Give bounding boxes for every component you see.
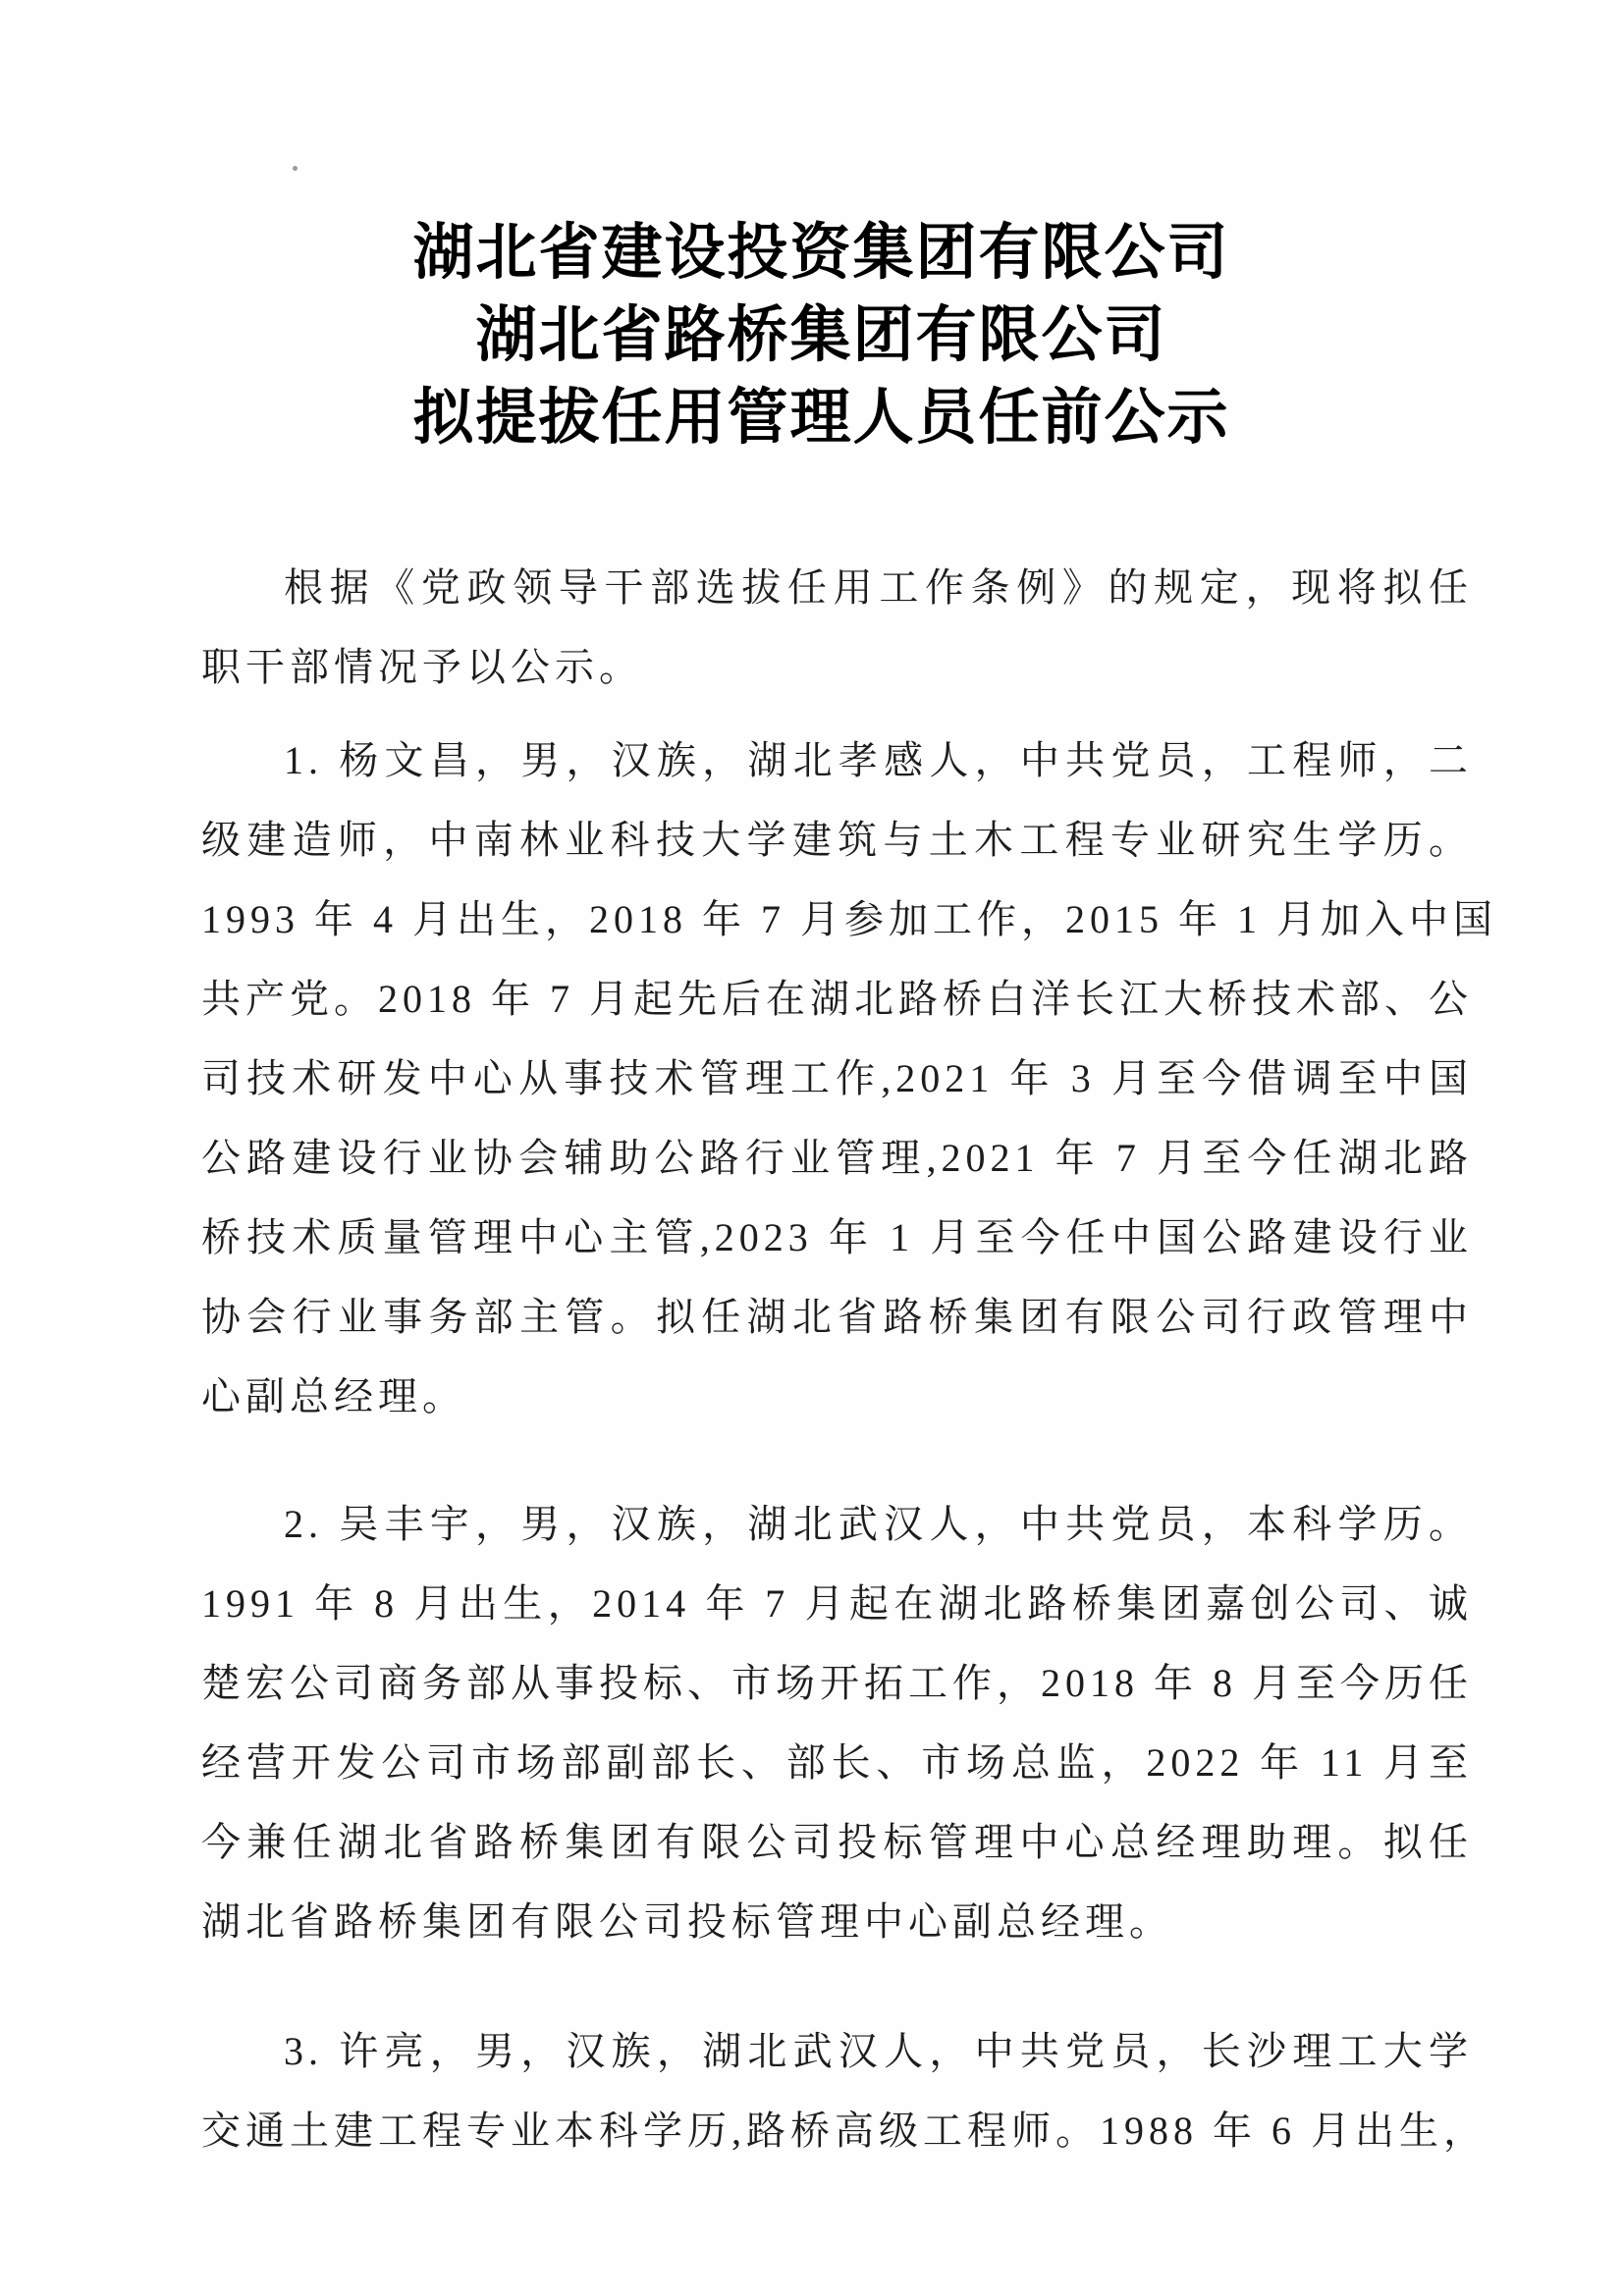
- paragraph-line: 3. 许亮，男，汉族，湖北武汉人，中共党员，长沙理工大学: [284, 2029, 1473, 2073]
- paragraph-line: 交通土建工程专业本科学历,路桥高级工程师。1988 年 6 月出生，: [201, 2109, 1488, 2153]
- paragraph-1: [201, 721, 1497, 1436]
- paragraph-line: 桥技术质量管理中心主管,2023 年 1 月至今任中国公路建设行业: [201, 1215, 1473, 1259]
- paragraph-line: 共产党。2018 年 7 月起先后在湖北路桥白洋长江大桥技术部、公: [201, 977, 1473, 1021]
- paragraph-line: 公路建设行业协会辅助公路行业管理,2021 年 7 月至今任湖北路: [201, 1136, 1473, 1180]
- intro-line: 根据《党政领导干部选拔任用工作条例》的规定，现将拟任: [284, 565, 1473, 610]
- paragraph-line: 级建造师，中南林业科技大学建筑与土木工程专业研究生学历。: [201, 818, 1473, 862]
- scan-speck: [293, 166, 298, 171]
- paragraph-line: 协会行业事务部主管。拟任湖北省路桥集团有限公司行政管理中: [201, 1295, 1473, 1339]
- paragraph-line: 2. 吴丰宇，男，汉族，湖北武汉人，中共党员，本科学历。: [284, 1502, 1473, 1546]
- title-line-1: 湖北省建设投资集团有限公司: [412, 220, 1230, 287]
- paragraph-line: 楚宏公司商务部从事投标、市场开拓工作，2018 年 8 月至今历任: [201, 1661, 1473, 1705]
- intro-line: 职干部情况予以公示。: [201, 645, 643, 689]
- paragraph-line: 经营开发公司市场部副部长、部长、市场总监，2022 年 11 月至: [201, 1740, 1473, 1785]
- intro-paragraph: [201, 548, 1473, 707]
- document-title: [201, 212, 1473, 459]
- title-line-3: 拟提拔任用管理人员任前公示: [412, 385, 1230, 452]
- paragraph-2: [201, 1484, 1473, 1961]
- paragraph-line: 1991 年 8 月出生，2014 年 7 月起在湖北路桥集团嘉创公司、诚: [201, 1581, 1473, 1626]
- paragraph-line: 1993 年 4 月出生，2018 年 7 月参加工作，2015 年 1 月加入中国: [201, 897, 1497, 941]
- paragraph-line: 今兼任湖北省路桥集团有限公司投标管理中心总经理助理。拟任: [201, 1820, 1473, 1864]
- paragraph-3: [201, 2011, 1488, 2170]
- paragraph-line: 1. 杨文昌，男，汉族，湖北孝感人，中共党员，工程师，二: [284, 738, 1473, 782]
- paragraph-line: 心副总经理。: [201, 1374, 466, 1418]
- title-line-2: 湖北省路桥集团有限公司: [475, 302, 1167, 369]
- paragraph-line: 司技术研发中心从事技术管理工作,2021 年 3 月至今借调至中国: [201, 1056, 1473, 1100]
- document-content: [201, 212, 1497, 2170]
- paragraph-line: 湖北省路桥集团有限公司投标管理中心副总经理。: [201, 1899, 1173, 1944]
